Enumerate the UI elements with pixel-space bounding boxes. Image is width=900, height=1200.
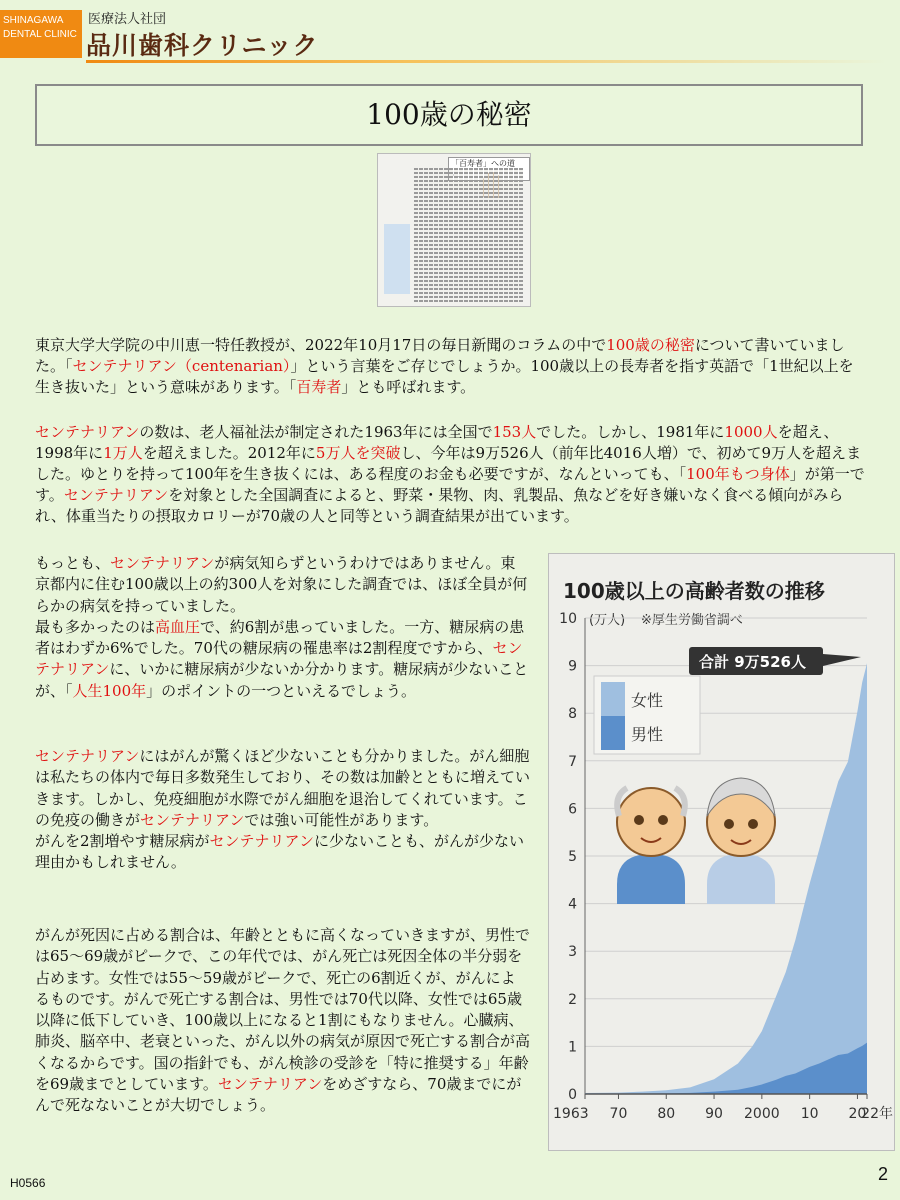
text-run: 」という言葉をご存じでしょうか。100歳以上の長寿者を指す英語で「1世紀以上を生き抜いた」という意味があります。「 [35, 357, 854, 396]
newspaper-column [494, 168, 498, 302]
y-tick-label: 10 [559, 611, 577, 627]
paragraph-centenarian-count [35, 422, 865, 527]
highlight-term: 1000人 [724, 423, 778, 441]
text-run: について書いていました。「 [35, 336, 845, 375]
text-run: がんが死因に占める割合は、年齢とともに高くなっていきますが、男性では65～69歳がピークで、この年代では、がん死亡は死因全体の半分弱を占めます。女性では55～59歳がピークで、死亡の6割近くが、がんによるものです。がんで死亡する割合は、男性では70代以降、女性では65歳以降に低下していき、100歳以上になると1割にもなりません。心臓病、肺炎、脳卒中、老衰といった、がん以外の病気が原因で死亡する割合が高くなるからです。国の指針でも、がん検診の受診を「特に推奨する」年齢を69歳までとしています。 [35, 926, 531, 1094]
paragraph-cancer [35, 746, 530, 874]
y-tick-label: 5 [568, 849, 577, 865]
highlight-term: 153人 [492, 423, 537, 441]
newspaper-column [424, 168, 428, 302]
highlight-term: 100歳の秘密 [606, 336, 695, 354]
newspaper-column [429, 168, 433, 302]
x-tick-label: 80 [657, 1106, 676, 1122]
chart-callout-pointer [823, 654, 861, 666]
text-run: に少ないことも、がんが少ない理由かもしれません。 [35, 832, 524, 872]
highlight-term: 高血圧 [155, 617, 201, 636]
highlight-term: センテナリアン [217, 1075, 323, 1094]
y-tick-label: 6 [568, 801, 577, 818]
chart-y-ticks [559, 611, 577, 1103]
highlight-term: センテナリアン（centenarian） [72, 357, 291, 375]
logo-line1: SHINAGAWA [3, 15, 64, 26]
newspaper-column [454, 168, 458, 302]
newspaper-column [444, 168, 448, 302]
chart-source: ※厚生労働省調べ [641, 613, 743, 628]
highlight-term: 百寿者 [296, 378, 342, 396]
text-run: では強い可能性があります。 [244, 810, 439, 829]
text-run: でした。しかし、1981年に [536, 423, 725, 441]
highlight-term: 1万人 [103, 444, 143, 462]
newspaper-column [459, 168, 463, 302]
text-run: 東京大学大学院の中川恵一特任教授が、2022年10月17日の毎日新聞のコラムの中で [35, 336, 607, 354]
x-tick-label: 90 [705, 1106, 723, 1122]
highlight-term: センテナリアン [140, 810, 245, 829]
newspaper-column [419, 168, 423, 302]
newspaper-column [414, 168, 418, 302]
header-divider [86, 60, 886, 63]
x-tick-label: 22年 [861, 1106, 893, 1122]
newspaper-headline: 「百寿者」への道 [448, 157, 530, 181]
newspaper-column [514, 168, 518, 302]
text-run: の数は、老人福祉法が制定された1963年には全国で [139, 423, 493, 441]
text-run: を超え、1998年に [35, 423, 839, 462]
newspaper-chart-thumb [384, 224, 410, 294]
newspaper-column [434, 168, 438, 302]
text-run: を超えました。2012年に [142, 444, 316, 462]
logo-line2: DENTAL CLINIC [3, 29, 77, 40]
x-tick-label: 2000 [744, 1106, 780, 1122]
text-run: に、いかに糖尿病が少ないか分かります。糖尿病が少ないことが、「 [35, 660, 529, 700]
corporation-label: 医療法人社団 [88, 12, 167, 27]
text-run: し、今年は9万526人（前年比4016人増）で、初めて9万人を超えました。ゆとりを持って100年を生き抜くには、ある程度のお金も必要ですが、なんといっても、「 [35, 444, 862, 483]
highlight-term: 人生100年 [72, 681, 147, 700]
centenarian-chart [548, 553, 895, 1151]
newspaper-column [499, 168, 503, 302]
text-run: 」のポイントの一つといえるでしょう。 [146, 681, 417, 700]
highlight-term: センテナリアン [35, 423, 140, 441]
y-tick-label: 2 [568, 991, 577, 1008]
newspaper-column [439, 168, 443, 302]
legend-label-male: 男性 [631, 725, 664, 744]
chart-unit: (万人) [589, 613, 626, 628]
text-run: 最も多かったのは [35, 617, 156, 636]
text-run: を対象とした全国調査によると、野菜・果物、肉、乳製品、魚などを好き嫌いなく食べる傾向がみられ、体重当たりの摂取カロリーが70歳の人と同等という調査結果が出ています。 [35, 486, 844, 525]
y-tick-label: 8 [568, 706, 577, 723]
paragraph-cancer-death-rate [35, 925, 530, 1117]
text-run: にはがんが驚くほど少ないことも分かりました。がん細胞は私たちの体内で毎日多数発生しており、その数は加齢とともに増えていきます。しかし、免疫細胞が水際でがん細胞を退治してくれています。この免疫の働きが [35, 747, 531, 829]
chart-callout: 合計 9万526人 [699, 653, 806, 671]
document-code: H0566 [10, 1176, 46, 1190]
elderly-couple-illustration [617, 778, 775, 904]
legend-label-female: 女性 [631, 691, 664, 710]
paragraph-intro [35, 335, 865, 398]
x-tick-label: 1963 [553, 1106, 589, 1122]
legend-swatch-male [601, 716, 625, 750]
y-tick-label: 0 [568, 1087, 577, 1103]
text-run: 」が第一です。 [35, 465, 865, 504]
text-run: もっとも、 [35, 554, 111, 572]
highlight-term: センテナリアン [63, 486, 169, 504]
newspaper-column [449, 168, 453, 302]
clinic-logo-badge [0, 10, 82, 58]
y-tick-label: 3 [568, 944, 577, 961]
newspaper-column [519, 168, 523, 302]
highlight-term: センテナリアン [110, 554, 215, 572]
highlight-term: センテナリアン [35, 639, 523, 679]
newspaper-column [474, 168, 478, 302]
highlight-term: 5万人を突破 [315, 444, 401, 462]
newspaper-column [479, 168, 483, 302]
chart-x-ticks [553, 1094, 893, 1122]
text-run: がんを2割増やす糖尿病が [35, 832, 210, 851]
text-run: をめざすなら、70歳までにがんで死なないことが大切でしょう。 [35, 1075, 522, 1115]
newspaper-column [469, 168, 473, 302]
newspaper-column [509, 168, 513, 302]
y-tick-label: 1 [568, 1039, 577, 1056]
paragraph-diseases [35, 553, 530, 702]
clinic-name: 品川歯科クリニック [86, 31, 319, 60]
newspaper-column [489, 168, 493, 302]
page-title: 100歳の秘密 [35, 84, 863, 146]
y-tick-label: 4 [568, 896, 577, 913]
highlight-term: 100年もつ身体 [686, 465, 790, 483]
text-run: で、約6割が患っていました。一方、糖尿病の患者はわずか6%でした。70代の糖尿病の罹患率は2割程度ですから、 [35, 617, 525, 658]
page-number: 2 [877, 1164, 888, 1184]
y-tick-label: 9 [568, 658, 577, 675]
newspaper-column [504, 168, 508, 302]
text-run: 」とも呼ばれます。 [341, 378, 476, 396]
highlight-term: センテナリアン [209, 832, 314, 851]
text-run: が病気知らずというわけではありません。東京都内に住む100歳以上の約300人を対象にした調査では、ほぼ全員が何らかの病気を持っていました。 [35, 554, 528, 615]
x-tick-label: 20 [848, 1106, 867, 1122]
highlight-term: センテナリアン [35, 747, 140, 765]
x-tick-label: 10 [800, 1106, 819, 1122]
legend-swatch-female [601, 682, 625, 716]
newspaper-clipping-image [377, 153, 531, 307]
y-tick-label: 7 [568, 753, 577, 770]
chart-title: 100歳以上の高齢者数の推移 [563, 579, 825, 603]
newspaper-column [464, 168, 468, 302]
x-tick-label: 70 [609, 1106, 628, 1122]
newspaper-column [484, 168, 488, 302]
